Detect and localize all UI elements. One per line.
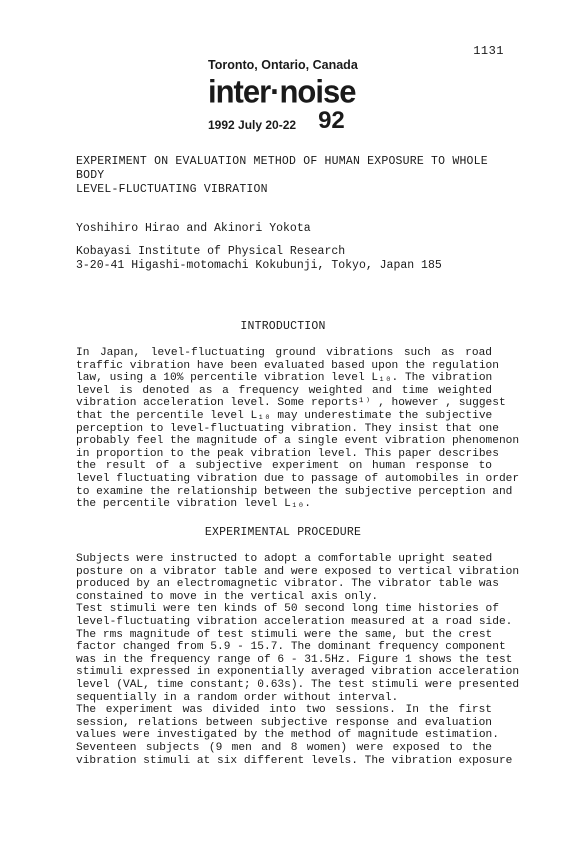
conference-year: 92 [318, 107, 345, 134]
authors: Yoshihiro Hirao and Akinori Yokota [76, 222, 311, 235]
body-line: probably feel the magnitude of a single event vibration phenomenon [76, 435, 520, 448]
body-line: Subjects were instructed to adopt a comfortable upright seated [76, 553, 493, 565]
body-line: the result of a subjective experiment on human response to [76, 460, 492, 473]
introduction-heading: INTRODUCTION [240, 320, 326, 333]
body-line: law, using a 10% percentile vibration level L₁₀. The vibration [76, 372, 493, 385]
body-line: traffic vibration have been evaluated based upon the regulation [76, 359, 499, 372]
affiliation-line: 3-20-41 Higashi-motomachi Kokubunji, Tokyo, Japan 185 [76, 259, 442, 272]
body-line: to examine the relationship between the subjective perception and [76, 485, 513, 498]
conference-logo: inter·noise [208, 73, 356, 110]
body-line: Test stimuli were ten kinds of 50 second long time histories of [76, 603, 499, 616]
body-line: vibration stimuli at six different levels. The vibration exposure [76, 754, 513, 767]
body-line: in proportion to the peak vibration level. This paper describes [76, 447, 499, 460]
body-line: the percentile vibration level L₁₀. [76, 498, 311, 511]
body-line: perception to level-fluctuating vibration. They insist that one [76, 422, 499, 435]
body-line: level is denoted as a frequency weighted and time weighted [76, 384, 492, 397]
conference-date-row [208, 107, 378, 134]
page-number: 1131 [473, 44, 504, 58]
affiliation-line: Kobayasi Institute of Physical Research [76, 245, 346, 258]
body-line: sequentially in a random order without interval. [76, 691, 399, 704]
body-line: The experiment was divided into two sessions. In the first [76, 704, 492, 717]
body-line: posture on a vibrator table and were exposed to vertical vibration [76, 565, 520, 578]
paper-title [76, 155, 496, 197]
body-line: constained to move in the vertical axis only. [76, 590, 379, 603]
body-line: The rms magnitude of test stimuli were the same, but the crest [76, 628, 493, 641]
body-line: factor changed from 5.9 - 15.7. The dominant frequency component [76, 641, 506, 654]
body-line: values were investigated by the method of magnitude estimation. [76, 729, 499, 742]
body-line: level (VAL, time constant; 0.63s). The test stimuli were presented [76, 678, 520, 691]
body-line: was in the frequency range of 6 - 31.5Hz. Figure 1 shows the test [76, 653, 513, 666]
body-line: level fluctuating vibration due to passage of automobiles in order [76, 472, 520, 485]
conference-header [208, 58, 378, 132]
body-line: vibration acceleration level. Some reports¹⁾ , however , suggest [76, 397, 506, 410]
body-line: Seventeen subjects (9 men and 8 women) were exposed to the [76, 741, 492, 754]
body-line: level-fluctuating vibration acceleration measured at a road side. [76, 615, 513, 628]
body-line: produced by an electromagnetic vibrator. The vibrator table was [76, 578, 499, 591]
body-line: session, relations between subjective response and evaluation [76, 716, 492, 729]
body-line: In Japan, level-fluctuating ground vibrations such as road [76, 347, 492, 359]
conference-date: 1992 July 20-22 [208, 118, 297, 132]
title-line: LEVEL-FLUCTUATING VIBRATION [76, 183, 268, 196]
body-line: stimuli expressed in exponentially averaged vibration acceleration [76, 666, 520, 679]
affiliation [76, 245, 442, 273]
title-line: EXPERIMENT ON EVALUATION METHOD OF HUMAN EXPOSURE TO WHOLE BODY [76, 155, 488, 182]
body-line: that the percentile level L₁₀ may underestimate the subjective [76, 409, 493, 422]
introduction-body [76, 347, 520, 511]
procedure-heading: EXPERIMENTAL PROCEDURE [204, 526, 362, 539]
procedure-body [76, 553, 520, 767]
conference-location: Toronto, Ontario, Canada [208, 58, 358, 72]
